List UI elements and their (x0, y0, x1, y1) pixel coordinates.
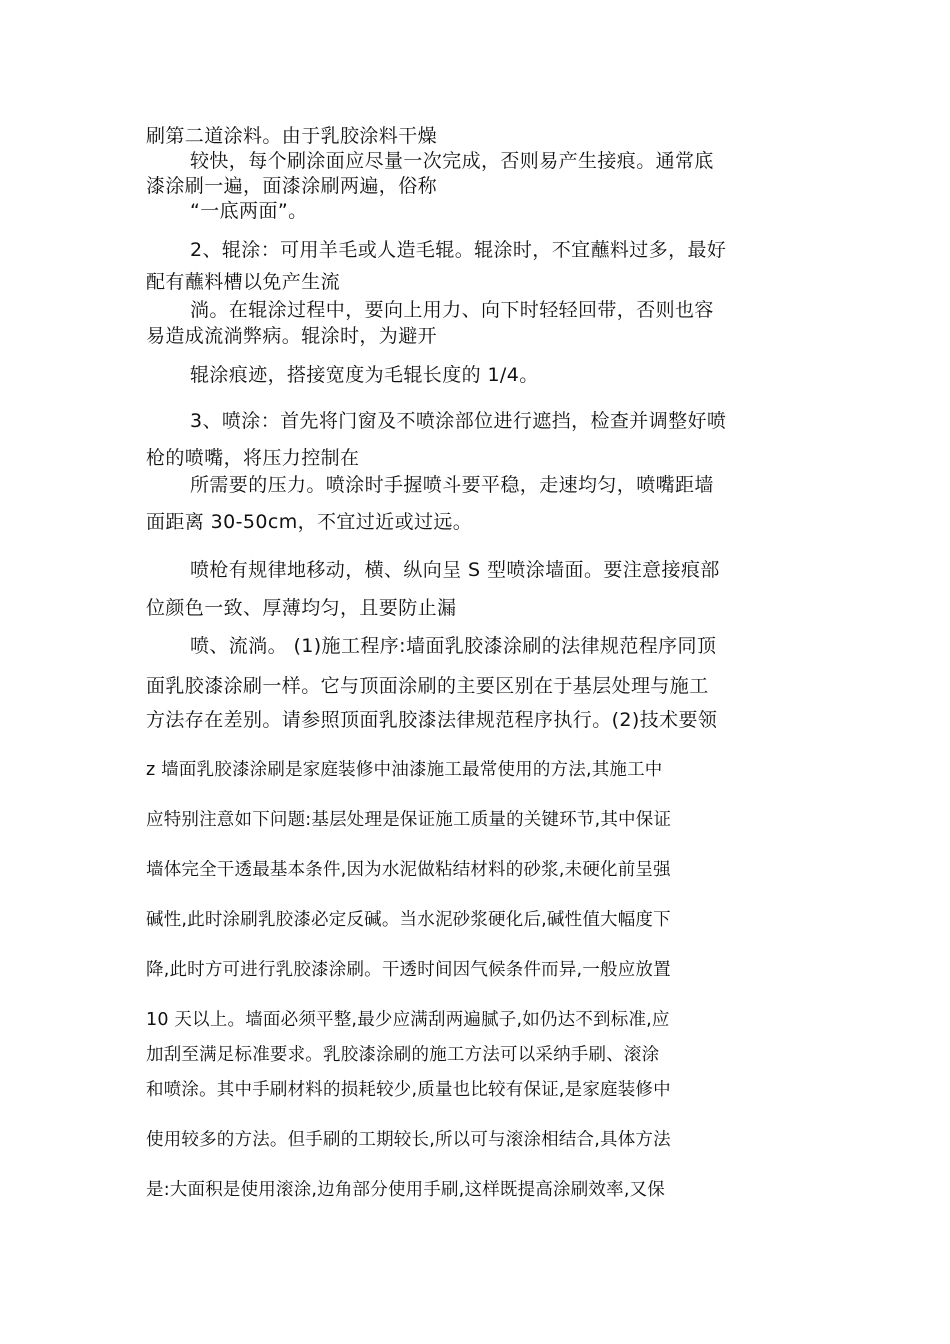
text-line: 面距离 30-50cm，不宜过近或过远。 (146, 511, 473, 533)
text-line: 枪的喷嘴，将压力控制在 (146, 447, 360, 469)
text-line: 面乳胶漆涂刷一样。它与顶面涂刷的主要区别在于基层处理与施工 (146, 675, 709, 697)
text-line: 位颜色一致、厚薄均匀，且要防止漏 (146, 597, 457, 619)
text-line: 辊涂痕迹，搭接宽度为毛辊长度的 1/4。 (190, 364, 539, 386)
text-line: 喷、流淌。 (1)施工程序:墙面乳胶漆涂刷的法律规范程序同顶 (190, 635, 717, 657)
text-line: 2、辊涂：可用羊毛或人造毛辊。辊涂时，不宜蘸料过多，最好 (190, 239, 727, 261)
text-line: 和喷涂。其中手刷材料的损耗较少,质量也比较有保证,是家庭装修中 (146, 1080, 671, 1100)
text-line: 是:大面积是使用滚涂,边角部分使用手刷,这样既提高涂刷效率,又保 (146, 1180, 665, 1200)
text-line: 漆涂刷一遍，面漆涂刷两遍，俗称 (146, 175, 438, 197)
text-line: 3、喷涂：首先将门窗及不喷涂部位进行遮挡，检查并调整好喷 (190, 410, 727, 432)
text-line: 降,此时方可进行乳胶漆涂刷。干透时间因气候条件而异,一般应放置 (146, 960, 671, 980)
text-line: “一底两面”。 (190, 200, 308, 222)
text-line: 方法存在差别。请参照顶面乳胶漆法律规范程序执行。(2)技术要领 (146, 709, 718, 731)
text-line: 加刮至满足标准要求。乳胶漆涂刷的施工方法可以采纳手刷、滚涂 (146, 1045, 660, 1065)
text-line: 淌。在辊涂过程中，要向上用力、向下时轻轻回带，否则也容 (190, 299, 714, 321)
text-line: 碱性,此时涂刷乳胶漆必定反碱。当水泥砂浆硬化后,碱性值大幅度下 (146, 910, 671, 930)
text-line: 配有蘸料槽以免产生流 (146, 271, 341, 293)
text-line: 应特别注意如下问题:基层处理是保证施工质量的关键环节,其中保证 (146, 810, 672, 830)
text-line: 10 天以上。墙面必须平整,最少应满刮两遍腻子,如仍达不到标准,应 (146, 1010, 670, 1030)
text-line: 所需要的压力。喷涂时手握喷斗要平稳，走速均匀，喷嘴距墙 (190, 474, 714, 496)
text-line: 刷第二道涂料。由于乳胶涂料干燥 (146, 125, 438, 147)
text-line: 喷枪有规律地移动，横、纵向呈 S 型喷涂墙面。要注意接痕部 (190, 559, 720, 581)
text-line: 墙体完全干透最基本条件,因为水泥做粘结材料的砂浆,未硬化前呈强 (146, 860, 671, 880)
text-line: 使用较多的方法。但手刷的工期较长,所以可与滚涂相结合,具体方法 (146, 1130, 671, 1150)
text-line: z 墙面乳胶漆涂刷是家庭装修中油漆施工最常使用的方法,其施工中 (146, 760, 663, 780)
text-line: 较快，每个刷涂面应尽量一次完成，否则易产生接痕。通常底 (190, 150, 714, 172)
text-line: 易造成流淌弊病。辊涂时，为避开 (146, 325, 438, 347)
